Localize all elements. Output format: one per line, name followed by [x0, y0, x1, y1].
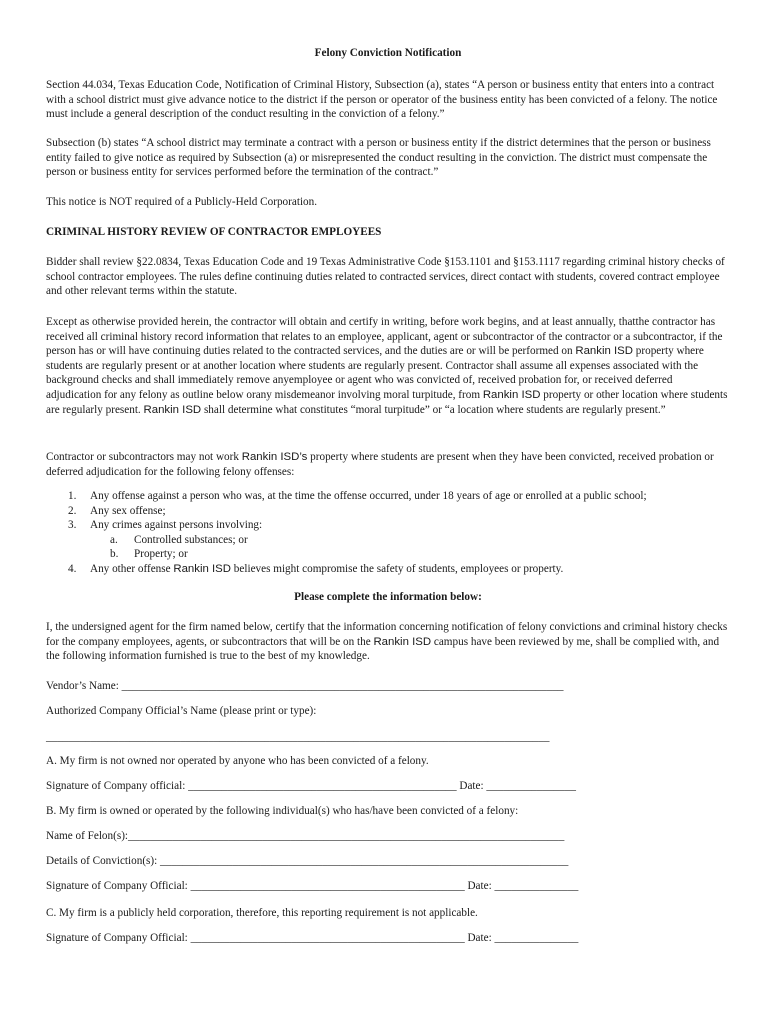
felon-name-field[interactable]: Name of Felon(s):______________________________________________________________________________ [46, 830, 565, 842]
list-item: 4. Any other offense Rankin ISD believes might compromise the safety of students, employees or property. [68, 562, 564, 575]
list-item: a. Controlled substances; or [110, 533, 248, 546]
vendor-name-field[interactable]: Vendor’s Name: _______________________________________________________________________________ [46, 680, 564, 692]
subcontractor-paragraph: Contractor or subcontractors may not work Rankin ISD’s property where students are present when they have been convicted, received probation or deferred adjudication for the following felony offenses: [46, 451, 714, 478]
complete-info-heading: Please complete the information below: [294, 591, 482, 603]
official-name-field[interactable]: __________________________________________________________________________________________ [46, 731, 550, 743]
felony-offense-list [46, 489, 730, 577]
criminal-history-heading: CRIMINAL HISTORY REVIEW OF CONTRACTOR EMPLOYEES [46, 226, 382, 238]
list-item: b. Property; or [110, 548, 188, 561]
official-name-label: Authorized Company Official’s Name (please print or type): [46, 705, 317, 717]
signature-b-field[interactable]: Signature of Company Official: _________________________________________________ Date: _______________ [46, 880, 579, 892]
signature-a-field[interactable]: Signature of Company official: ________________________________________________ Date: ________________ [46, 780, 576, 792]
list-item: 3. Any crimes against persons involving: a. Controlled substances; or b. Property; or [46, 518, 730, 562]
list-item: 2. Any sex offense; [68, 504, 166, 517]
district-name: Rankin ISD’s [241, 451, 308, 463]
option-a-statement: A. My firm is not owned nor operated by anyone who has been convicted of a felony. [46, 755, 429, 767]
option-c-statement: C. My firm is a publicly held corporation, therefore, this reporting requirement is not applicable. [46, 907, 478, 919]
bidder-review-paragraph: Bidder shall review §22.0834, Texas Education Code and 19 Texas Administrative Code §153.1101 and §153.1117 regarding criminal history checks of school contractor employees. The rules define continuing duties related to contracted services, direct contact with students, covered contract employee and other relevant terms within the statute. [46, 256, 725, 298]
option-b-statement: B. My firm is owned or operated by the following individual(s) who has/have been convicted of a felony: [46, 805, 519, 817]
publicly-held-notice: This notice is NOT required of a Publicly-Held Corporation. [46, 196, 318, 208]
crimes-sublist [90, 533, 730, 562]
conviction-details-field[interactable]: Details of Conviction(s): _________________________________________________________________________ [46, 855, 569, 867]
document-title: Felony Conviction Notification [314, 47, 462, 59]
list-item: 1. Any offense against a person who was, at the time the offense occurred, under 18 years of age or enrolled at a public school; [68, 490, 647, 502]
subsection-b-paragraph: Subsection (b) states “A school district may terminate a contract with a person or business entity if the district determines that the person or business entity failed to give notice as required by Subsection (a) or misrepresented the conduct resulting in the conviction. The district must compensate the person or business entity for services performed before the termination of the contract.” [46, 137, 711, 179]
district-name: Rankin ISD [482, 388, 541, 401]
signature-c-field[interactable]: Signature of Company Official: _________________________________________________ Date: _______________ [46, 932, 579, 944]
contractor-certification-paragraph: Except as otherwise provided herein, the contractor will obtain and certify in writing, before work begins, and at least annually, thatthe contractor has received all criminal history record information that relates to an employee, applicant, agent or subcontractor of the contractor or a subcontractor, if the person has or will have continuing duties related to the contracted services, and the duties are or will be performed on Rankin ISD property where students are regularly present or at another location where students are regularly present. Contractor shall assume all expenses associated with the background checks and shall immediately remove anyemployee or agent who was convicted of, received probation for, or received deferred adjudication for any felony as outline below orany misdemeanor involving moral turpitude, from Rankin ISD property or other location where students are regularly present. Rankin ISD shall determine what constitutes “moral turpitude” or “a location where students are regularly present.” [46, 316, 728, 416]
district-name: Rankin ISD [373, 635, 432, 648]
district-name: Rankin ISD [143, 403, 202, 416]
district-name: Rankin ISD [173, 562, 231, 575]
subsection-a-paragraph: Section 44.034, Texas Education Code, Notification of Criminal History, Subsection (a), states “A person or business entity that enters into a contract with a school district must give advance notice to the district if the person or operator of the business entity has been convicted of a felony. The notice must include a general description of the conduct resulting in the conviction of a felony.” [46, 79, 718, 121]
certification-paragraph: I, the undersigned agent for the firm named below, certify that the information concerning notification of felony convictions and criminal history checks for the company employees, agents, or subcontractors that will be on the Rankin ISD campus have been reviewed by me, shall be complied with, and the following information furnished is true to the best of my knowledge. [46, 621, 728, 663]
district-name: Rankin ISD [575, 345, 633, 358]
